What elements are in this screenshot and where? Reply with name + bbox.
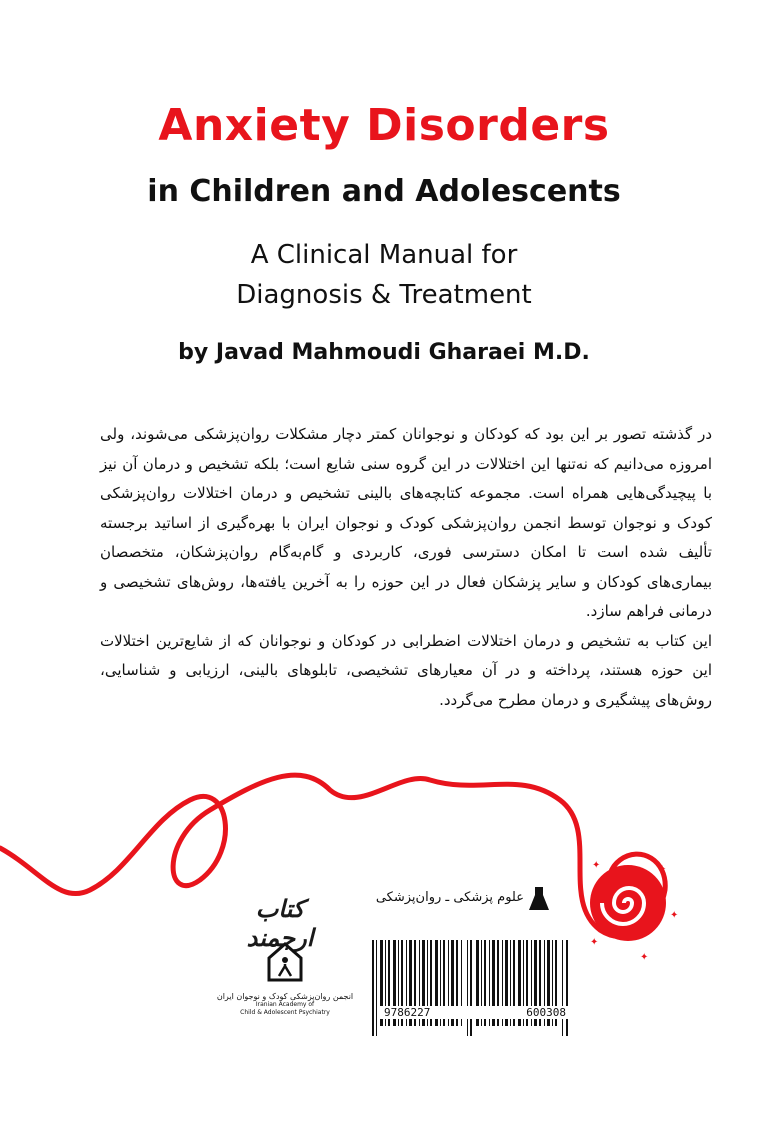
academy-logo [210,940,360,1017]
academy-name-en-1: Iranian Academy of [255,1001,315,1008]
author-line: by Javad Mahmoudi Gharaei M.D. [178,340,590,365]
barcode-number-right: 600308 [522,1006,570,1019]
flask-icon [528,886,550,912]
academy-name-en-2: Child & Adolescent Psychiatry [240,1009,330,1016]
svg-text:✦: ✦ [670,910,679,921]
description-paragraph-1: در گذشته تصور بر این بود که کودکان و نوجوانان کمتر دچار مشکلات روان‌پزشکی می‌شوند، ولی امروزه می‌دانیم که نه‌تنها این اختلالات در این گروه سنی شایع است؛ بلکه تشخیص و درمان آن نیز با پیچیدگی‌هایی همراه است. مجموعه کتابچه‌های بالینی تشخیص و درمان اختلالات روان‌پزشکی کودک و نوجوان توسط انجمن روان‌پزشکی کودک و نوجوان ایران با بهره‌گیری از اساتید برجسته تألیف شده است تا امکان دسترسی فوری، کاربردی و گام‌به‌گام روان‌پزشکان، متخصصان بیماری‌های کودکان و سایر پزشکان فعال در این حوزه را به آخرین یافته‌ها، روش‌های تشخیصی و درمانی فراهم سازد. [100,425,712,620]
svg-text:✦: ✦ [590,937,599,948]
svg-text:✦: ✦ [592,860,601,871]
manual-line-2: Diagnosis & Treatment [236,280,532,310]
category-label: علوم پزشکی ـ روان‌پزشکی [375,890,524,905]
barcode-numbers [380,1006,570,1019]
manual-line-1: A Clinical Manual for [250,240,518,270]
svg-text:✦: ✦ [640,952,649,963]
barcode-number-left: 9786227 [380,1006,434,1019]
svg-text:✦: ✦ [658,864,667,875]
book-subtitle: in Children and Adolescents [147,174,621,209]
book-title: Anxiety Disorders [158,100,610,151]
publisher-logo: کتاب ارجمند [246,894,314,952]
academy-house-icon [265,940,305,984]
description-paragraph-2: این کتاب به تشخیص و درمان اختلالات اضطرابی در کودکان و نوجوانان که از شایع‌ترین اختلالات این حوزه هستند، پرداخته و در آن معیارهای تشخیصی، تابلوهای بالینی، ارزیابی و شناسایی، روش‌های پیشگیری و درمان مطرح می‌گردد. [100,631,712,709]
academy-name-fa: انجمن روان‌پزشکی کودک و نوجوان ایران [216,992,354,1001]
barcode [370,940,575,1040]
